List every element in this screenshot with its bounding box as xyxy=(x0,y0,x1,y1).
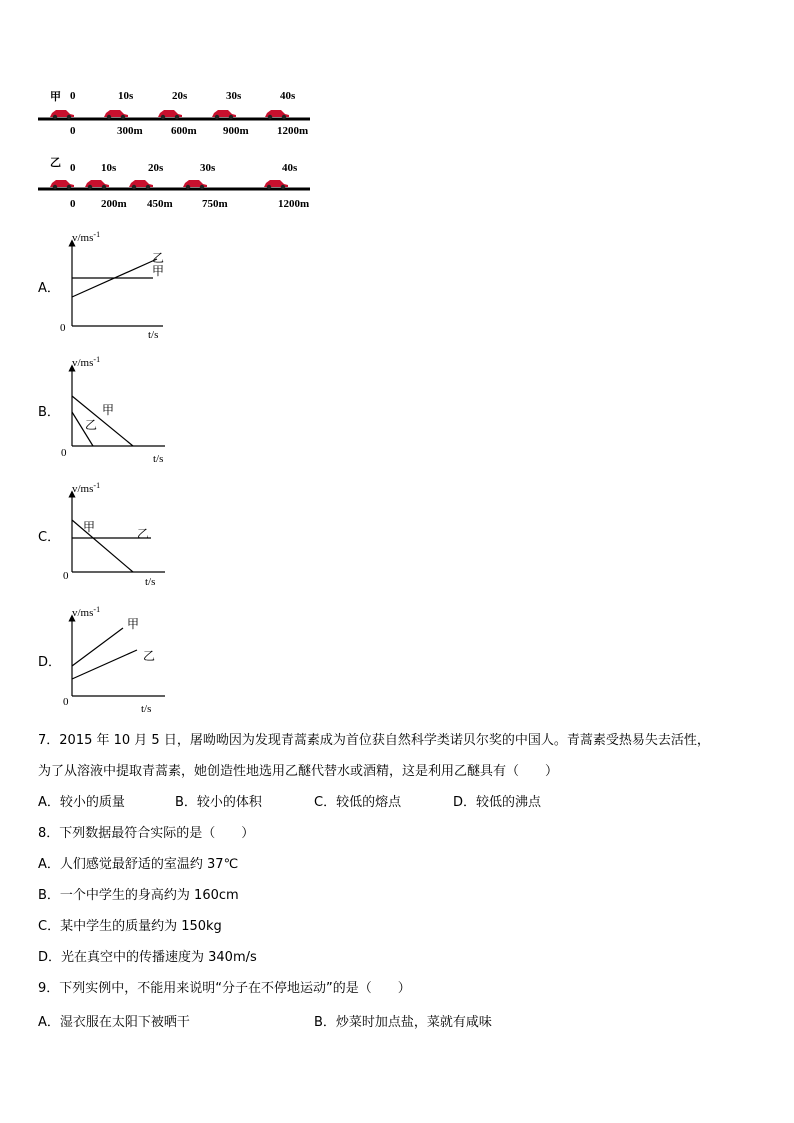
yi-time-2: 20s xyxy=(148,162,164,174)
yi-time-0: 0 xyxy=(70,162,76,174)
yi-track xyxy=(38,174,318,194)
option-b-origin: 0 xyxy=(61,447,67,459)
option-d-label-jia: 甲 xyxy=(127,617,140,631)
q7-line2: 为了从溶液中提取青蒿素，她创造性地选用乙醚代替水或酒精，这是利用乙醚具有（ ） xyxy=(38,764,559,779)
option-d-ylabel: $v/ms^{-1}$ xyxy=(72,605,101,619)
q7-option-d: D．较低的沸点 xyxy=(453,795,542,810)
q8-option-b: B．一个中学生的身高约为 160cm xyxy=(38,888,239,903)
option-a-label-jia: 甲 xyxy=(152,264,165,278)
option-a-xlabel: t/s xyxy=(148,329,159,341)
option-a-ylabel: $v/ms^{-1}$ xyxy=(72,230,101,244)
yi-time-3: 30s xyxy=(200,162,216,174)
q8-stem: 8．下列数据最符合实际的是（ ） xyxy=(38,826,255,841)
jia-dist-0: 0 xyxy=(70,125,76,137)
jia-dist-4: 1200m xyxy=(277,125,309,137)
yi-dist-1: 200m xyxy=(101,198,127,210)
yi-name: 乙 xyxy=(50,157,61,169)
yi-time-1: 10s xyxy=(101,162,117,174)
motion-diagram-yi xyxy=(0,0,340,215)
option-c-letter: C． xyxy=(38,530,61,545)
option-a-letter: A． xyxy=(38,281,60,296)
jia-dist-3: 900m xyxy=(223,125,249,137)
option-a-origin: 0 xyxy=(60,322,66,334)
option-b-xlabel: t/s xyxy=(153,453,164,465)
jia-time-4: 40s xyxy=(280,90,296,102)
option-c-jia-line xyxy=(72,520,133,572)
option-d-axes xyxy=(55,600,185,718)
jia-time-3: 30s xyxy=(226,90,242,102)
option-c-xlabel: t/s xyxy=(145,576,156,588)
option-d-xlabel: t/s xyxy=(141,703,152,715)
jia-dist-2: 600m xyxy=(171,125,197,137)
q7-option-a: A．较小的质量 xyxy=(38,795,125,810)
option-d-letter: D． xyxy=(38,655,62,670)
option-c-label-jia: 甲 xyxy=(83,520,96,534)
option-b-label-jia: 甲 xyxy=(102,403,115,417)
q8-option-d: D．光在真空中的传播速度为 340m/s xyxy=(38,950,257,965)
yi-dist-4: 1200m xyxy=(278,198,310,210)
q7-line1: 7．2015 年 10 月 5 日，屠呦呦因为发现青蒿素成为首位获自然科学类诺贝尔奖的中国人。青蒿素受热易失去活性， xyxy=(38,733,710,748)
option-a-label-yi: 乙 xyxy=(152,251,165,265)
yi-dist-3: 750m xyxy=(202,198,228,210)
option-c-graph xyxy=(0,475,200,593)
q7-option-c: C．较低的熔点 xyxy=(314,795,402,810)
option-c-origin: 0 xyxy=(63,570,69,582)
q8-option-a: A．人们感觉最舒适的室温约 37℃ xyxy=(38,857,239,872)
option-b-axes xyxy=(55,350,185,468)
q9-option-b: B．炒菜时加点盐，菜就有咸味 xyxy=(314,1015,492,1030)
option-d-graph xyxy=(0,600,200,718)
option-a-axes xyxy=(55,225,185,343)
option-c-axes xyxy=(55,475,185,593)
option-c-ylabel: $v/ms^{-1}$ xyxy=(72,481,101,495)
option-d-label-yi: 乙 xyxy=(143,649,156,663)
yi-dist-2: 450m xyxy=(147,198,173,210)
q8-option-c: C．某中学生的质量约为 150kg xyxy=(38,919,222,934)
option-b-letter: B． xyxy=(38,405,60,420)
jia-time-0: 0 xyxy=(70,90,76,102)
q9-stem: 9．下列实例中，不能用来说明“分子在不停地运动”的是（ ） xyxy=(38,981,411,996)
option-b-ylabel: $v/ms^{-1}$ xyxy=(72,355,101,369)
option-a-graph xyxy=(0,225,200,343)
jia-time-1: 10s xyxy=(118,90,134,102)
option-c-label-yi: 乙 xyxy=(137,527,150,541)
option-b-graph xyxy=(0,350,200,468)
q9-option-a: A．湿衣服在太阳下被晒干 xyxy=(38,1015,190,1030)
jia-time-2: 20s xyxy=(172,90,188,102)
jia-dist-1: 300m xyxy=(117,125,143,137)
q7-option-b: B．较小的体积 xyxy=(175,795,262,810)
yi-time-4: 40s xyxy=(282,162,298,174)
jia-name: 甲 xyxy=(50,91,61,103)
yi-dist-0: 0 xyxy=(70,198,76,210)
option-d-yi-line xyxy=(72,650,137,679)
option-b-label-yi: 乙 xyxy=(85,418,98,432)
option-d-origin: 0 xyxy=(63,696,69,708)
